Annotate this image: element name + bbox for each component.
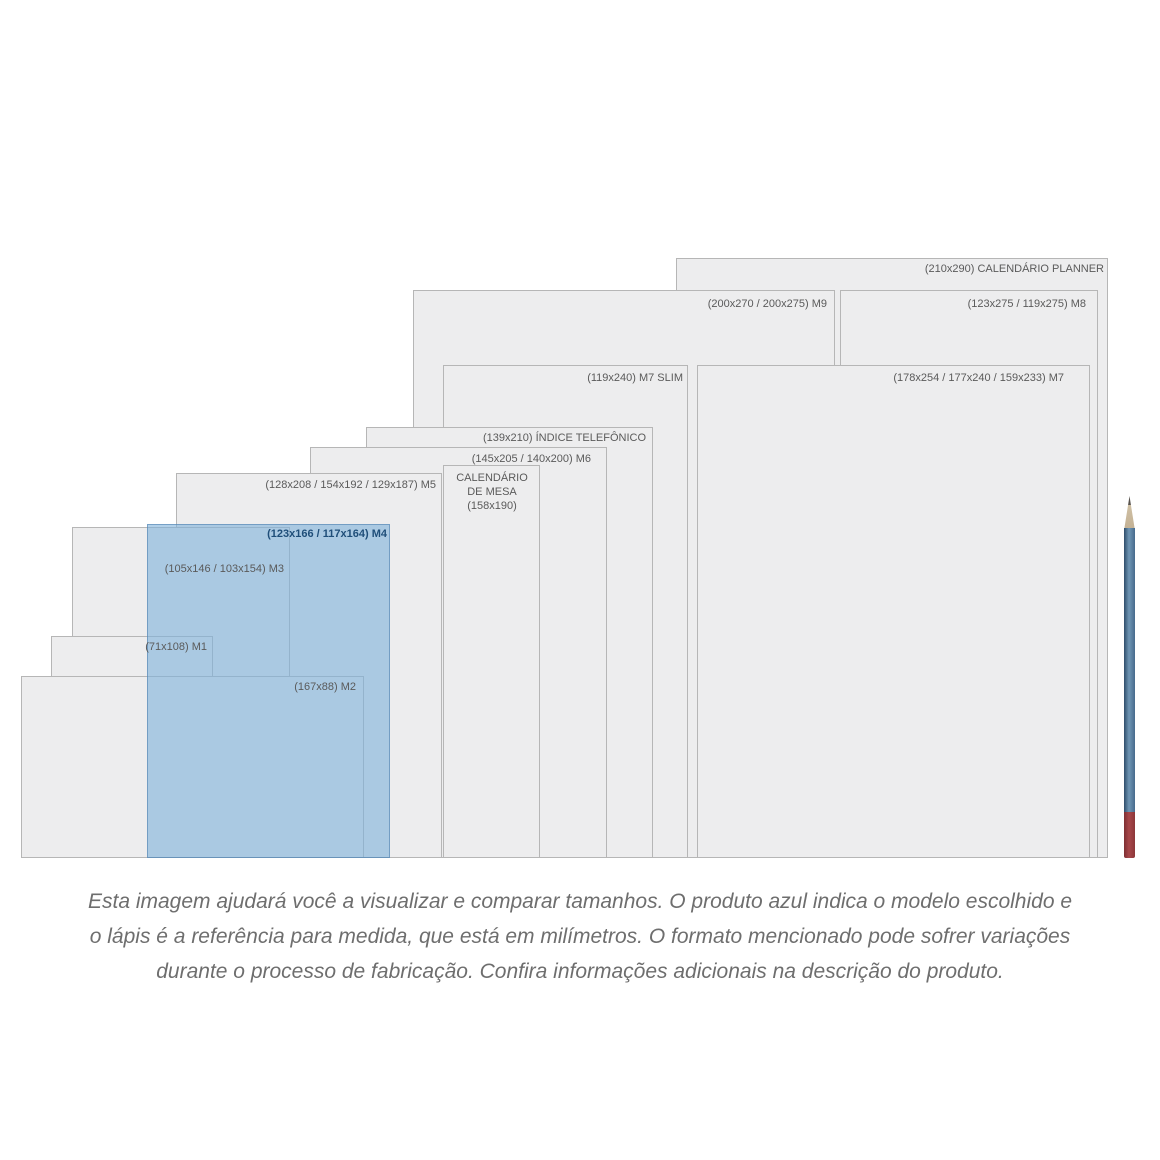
pencil-tip-icon (1122, 496, 1137, 530)
size-label-m3: (105x146 / 103x154) M3 (164, 563, 284, 575)
size-rect-calendario-de-mesa (443, 465, 540, 858)
disclaimer-line-1: Esta imagem ajudará você a visualizar e comparar tamanhos. O produto azul indica o modelo escolhido e (87, 890, 1073, 913)
size-label-m4: (123x166 / 117x164) M4 (267, 528, 387, 540)
pencil-end-cap (1124, 812, 1135, 858)
size-rect-m7 (697, 365, 1090, 858)
size-label-calendario-de-mesa: CALENDÁRIO DE MESA (158x190) (456, 472, 528, 512)
size-label-m7: (178x254 / 177x240 / 159x233) M7 (893, 372, 1064, 384)
size-label-m5: (128x208 / 154x192 / 129x187) M5 (265, 479, 436, 491)
size-disclaimer-text (0, 884, 1160, 989)
pencil-body (1124, 528, 1135, 812)
size-label-m8: (123x275 / 119x275) M8 (967, 298, 1086, 310)
size-label-indice-telefonico: (139x210) ÍNDICE TELEFÔNICO (482, 432, 646, 444)
disclaimer-line-2: o lápis é a referência para medida, que está em milímetros. O formato mencionado pode sofrer variações (89, 925, 1071, 948)
size-label-m1: (71x108) M1 (145, 641, 207, 653)
disclaimer-line-3: durante o processo de fabricação. Confira informações adicionais na descrição do produto. (156, 960, 1004, 983)
pencil-scale-reference (1122, 496, 1137, 858)
size-label-m7-slim: (119x240) M7 SLIM (587, 372, 683, 384)
size-label-m9: (200x270 / 200x275) M9 (707, 298, 827, 310)
size-label-calendario-planner: (210x290) CALENDÁRIO PLANNER (924, 263, 1104, 275)
size-label-m2: (167x88) M2 (294, 681, 356, 693)
size-label-m6: (145x205 / 140x200) M6 (471, 453, 591, 465)
